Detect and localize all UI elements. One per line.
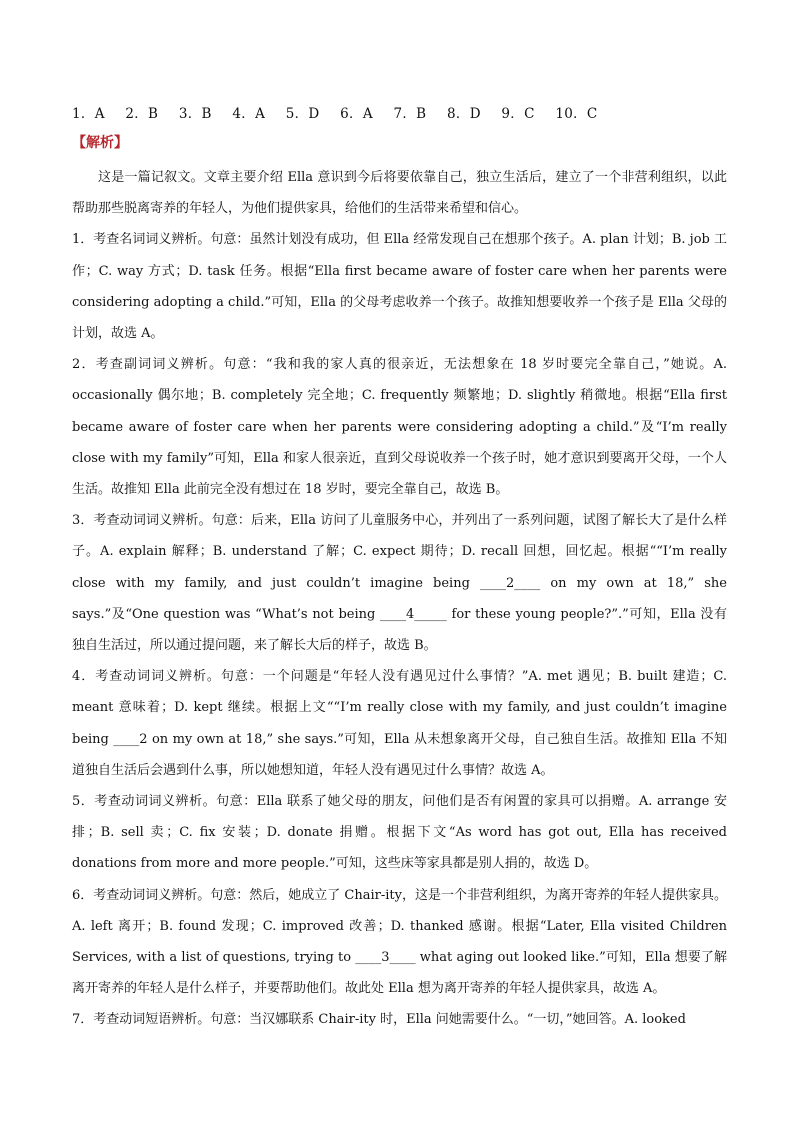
explanation-item-7: 7．考查动词短语辨析。句意：当汉娜联系 Chair-ity 时，Ella 问她需要什么。“一切，”她回答。A. looked [72, 1012, 686, 1028]
answer-item: 9．C [501, 106, 535, 122]
explanation-item-2: 2．考查副词词义辨析。句意：“我和我的家人真的很亲近，无法想象在 18 岁时要完全靠自己，”她说。A. occasionally 偶尔地；B. completely 完全地；C. frequently 频繁地；D. slightly 稍微地。根据“Ella first became aware of foster care when her parents were considering adopting a child.”及“I’m really close with my family”可知，Ella 和家人很亲近，直到父母说收养一个孩子时，她才意识到要离开父母，一个人生活。故推知 Ella 此前完全没有想过在 18 岁时，要完全靠自己，故选 B。 [72, 357, 727, 498]
explanation-item-6: 6．考查动词词义辨析。句意：然后，她成立了 Chair-ity，这是一个非营利组织，为离开寄养的年轻人提供家具。A. left 离开；B. found 发现；C. improved 改善；D. thanked 感谢。根据“Later, Ella visited Children Services, with a list of questions, trying to ____3____ what aging out looked like.”可知，Ella 想要了解离开寄养的年轻人是什么样子，并要帮助他们。故此处 Ella 想为离开寄养的年轻人提供家具，故选 A。 [72, 887, 727, 997]
explanation-item-3: 3．考查动词词义辨析。句意：后来，Ella 访问了儿童服务中心，并列出了一系列问题，试图了解长大了是什么样子。A. explain 解释；B. understand 了解；C. expect 期待；D. recall 回想，回忆起。根据““I’m really close with my family, and just couldn’t imagine being ____2____ on my own at 18,” she says.”及“One question was “What’s not being ____4_____ for these young people?”.”可知，Ella 没有独自生活过，所以通过提问题，来了解长大后的样子，故选 B。 [72, 513, 727, 654]
explanation-item-1: 1．考查名词词义辨析。句意：虽然计划没有成功，但 Ella 经常发现自己在想那个孩子。A. plan 计划；B. job 工作；C. way 方式；D. task 任务。根据“Ella first became aware of foster care when her parents were considering adopting a child.”可知，Ella 的父母考虑收养一个孩子。故推知想要收养一个孩子是 Ella 父母的计划，故选 A。 [72, 232, 727, 342]
answer-item: 6．A [340, 106, 373, 122]
answer-item: 2．B [125, 106, 159, 122]
answer-item: 8．D [447, 106, 481, 122]
answer-item: 3．B [178, 106, 212, 122]
analysis-body [72, 162, 727, 1036]
answer-item: 4．A [232, 106, 266, 122]
explanation-item-5: 5．考查动词词义辨析。句意：Ella 联系了她父母的朋友，问他们是否有闲置的家具可以捐赠。A. arrange 安排；B. sell 卖；C. fix 安装；D. donate 捐赠。根据下文“As word has got out, Ella has received donations from more and more people.”可知，这些床等家具都是别人捐的，故选 D。 [72, 794, 727, 872]
answer-key [72, 102, 732, 122]
explanation-item-4: 4．考查动词词义辨析。句意：一个问题是“年轻人没有遇见过什么事情？”A. met 遇见；B. built 建造；C. meant 意味着；D. kept 继续。根据上文““I’m really close with my family, and just couldn’t imagine being ____2 on my own at 18,” she says.”可知，Ella 从未想象离开父母，自己独自生活。故推知 Ella 不知道独自生活后会遇到什么事，所以她想知道，年轻人没有遇见过什么事情？故选 A。 [72, 669, 727, 778]
answer-item: 1．A [72, 106, 105, 122]
answer-item: 10．C [555, 106, 598, 122]
answer-item: 5．D [285, 106, 320, 122]
intro-paragraph: 这是一篇记叙文。文章主要介绍 Ella 意识到今后将要依靠自己，独立生活后，建立了一个非营利组织，以此帮助那些脱离寄养的年轻人，为他们提供家具，给他们的生活带来希望和信心。 [72, 170, 727, 217]
analysis-heading: 【解析】 [72, 135, 128, 151]
answer-item: 7．B [393, 106, 427, 122]
